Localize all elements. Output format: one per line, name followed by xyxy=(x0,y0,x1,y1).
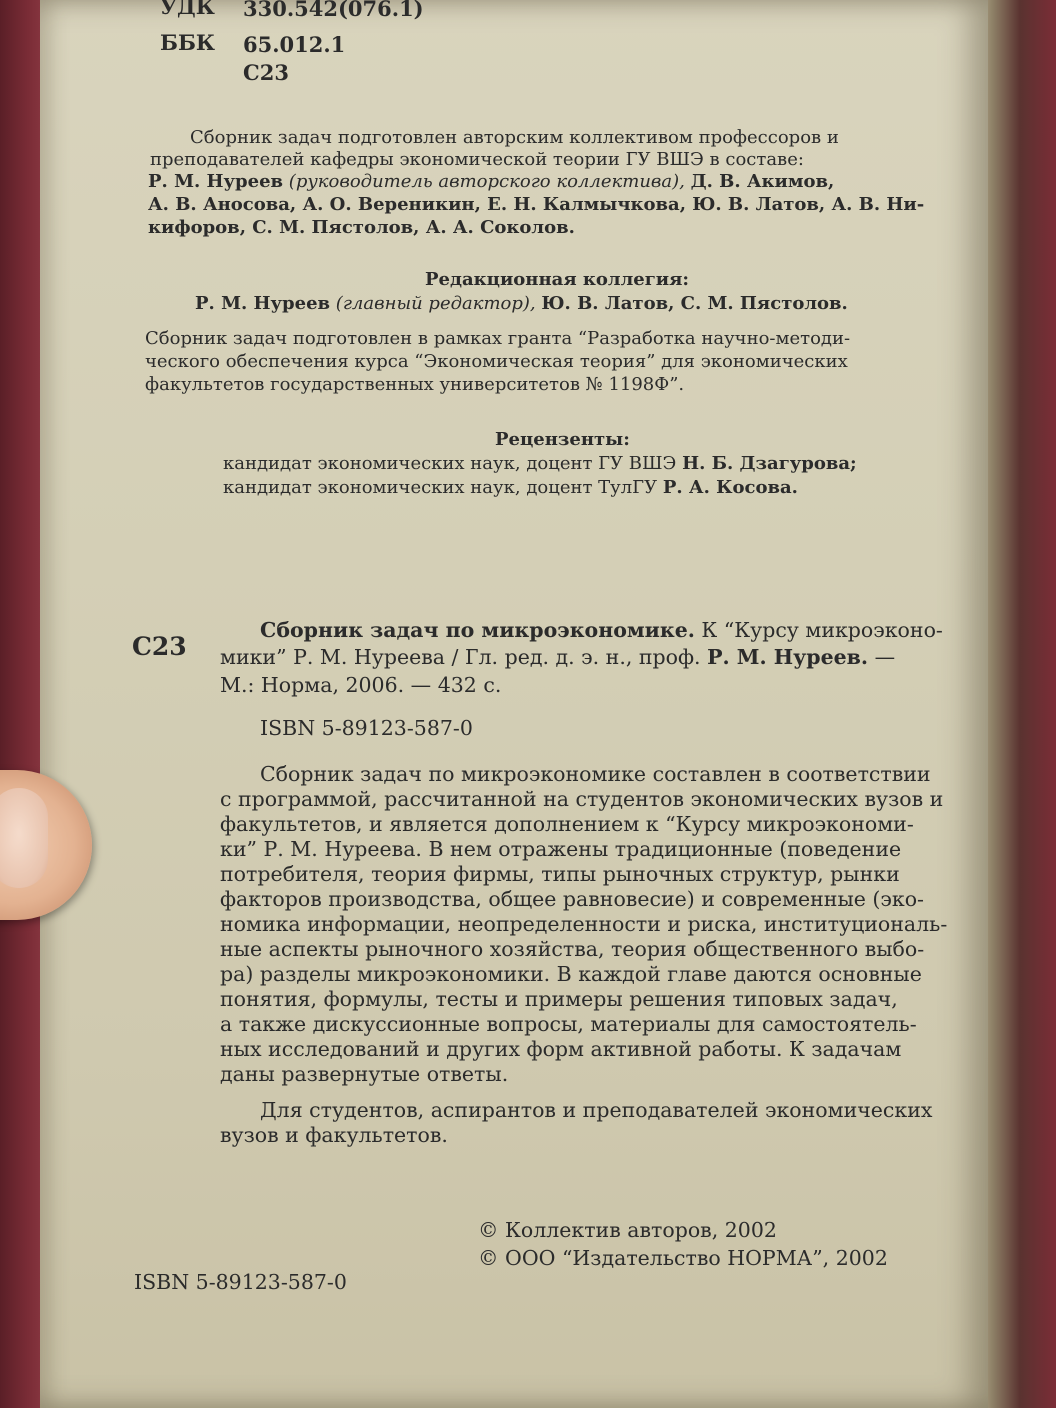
copyright-authors: © Коллектив авторов, 2002 xyxy=(478,1218,777,1242)
biblio-code: С23 xyxy=(132,632,187,661)
footer-isbn: ISBN 5-89123-587-0 xyxy=(134,1270,347,1294)
copyright-publisher: © ООО “Издательство НОРМА”, 2002 xyxy=(478,1246,888,1270)
annotation-line: Сборник задач по микроэкономике составлен в соответствии xyxy=(260,762,931,786)
annotation-line: потребителя, теория фирмы, типы рыночных структур, рынки xyxy=(220,862,900,886)
annotation-line: факультетов, и является дополнением к “Курсу микроэкономи- xyxy=(220,812,914,836)
annotation-line: номика информации, неопределенности и риска, институциональ- xyxy=(220,912,948,936)
biblio-isbn: ISBN 5-89123-587-0 xyxy=(260,716,473,740)
grant-line-3: факультетов государственных университетов № 1198Ф”. xyxy=(145,374,685,395)
annotation-line: понятия, формулы, тесты и примеры решения типовых задач, xyxy=(220,987,898,1011)
annotation-line: факторов производства, общее равновесие) и современные (эко- xyxy=(220,887,924,911)
bbk-value: 65.012.1 xyxy=(243,32,346,57)
authors-line-3: Р. М. Нуреев (руководитель авторского коллектива), Д. В. Акимов, xyxy=(148,171,835,192)
book-right-board xyxy=(976,0,1056,1408)
biblio-line-3: М.: Норма, 2006. — 432 с. xyxy=(220,673,502,697)
authors-line-2: преподавателей кафедры экономической теории ГУ ВШЭ в составе: xyxy=(150,149,804,170)
fingernail xyxy=(0,788,48,888)
editorial-members: Р. М. Нуреев (главный редактор), Ю. В. Латов, С. М. Пястолов. xyxy=(195,293,848,314)
reviewers-heading: Рецензенты: xyxy=(495,429,630,450)
annotation-line: с программой, рассчитанной на студентов экономических вузов и xyxy=(220,787,944,811)
editorial-heading: Редакционная коллегия: xyxy=(425,269,690,290)
grant-line-2: ческого обеспечения курса “Экономическая теория” для экономических xyxy=(145,351,848,372)
header-code: С23 xyxy=(243,60,289,85)
annotation-line: ки” Р. М. Нуреева. В нем отражены традиционные (поведение xyxy=(220,837,902,861)
grant-line-1: Сборник задач подготовлен в рамках гранта “Разработка научно-методи- xyxy=(145,328,851,349)
annotation-line: ные аспекты рыночного хозяйства, теория общественного выбо- xyxy=(220,937,925,961)
authors-line-4: А. В. Аносова, А. О. Вереникин, Е. Н. Калмычкова, Ю. В. Латов, А. В. Ни- xyxy=(148,194,925,215)
annotation-line: ра) разделы микроэкономики. В каждой главе даются основные xyxy=(220,962,922,986)
reviewer-2: кандидат экономических наук, доцент ТулГУ Р. А. Косова. xyxy=(223,477,798,498)
biblio-line-2: мики” Р. М. Нуреева / Гл. ред. д. э. н., проф. Р. М. Нуреев. — xyxy=(220,645,896,669)
udk-label: УДК xyxy=(160,0,215,19)
audience-line-2: вузов и факультетов. xyxy=(220,1123,448,1147)
authors-line-1: Сборник задач подготовлен авторским коллективом профессоров и xyxy=(190,127,839,148)
annotation-line: а также дискуссионные вопросы, материалы для самостоятель- xyxy=(220,1012,917,1036)
biblio-line-1: Сборник задач по микроэкономике. К “Курсу микроэконо- xyxy=(260,618,943,642)
annotation-line: даны развернутые ответы. xyxy=(220,1062,509,1086)
annotation-line: ных исследований и других форм активной работы. К задачам xyxy=(220,1037,902,1061)
authors-line-5: кифоров, С. М. Пястолов, А. А. Соколов. xyxy=(148,217,575,238)
reviewer-1: кандидат экономических наук, доцент ГУ ВШЭ Н. Б. Дзагурова; xyxy=(223,453,857,474)
bbk-label: ББК xyxy=(160,30,215,55)
audience-line-1: Для студентов, аспирантов и преподавателей экономических xyxy=(260,1098,933,1122)
book-page xyxy=(40,0,988,1408)
udk-value: 330.542(076.1) xyxy=(243,0,424,21)
